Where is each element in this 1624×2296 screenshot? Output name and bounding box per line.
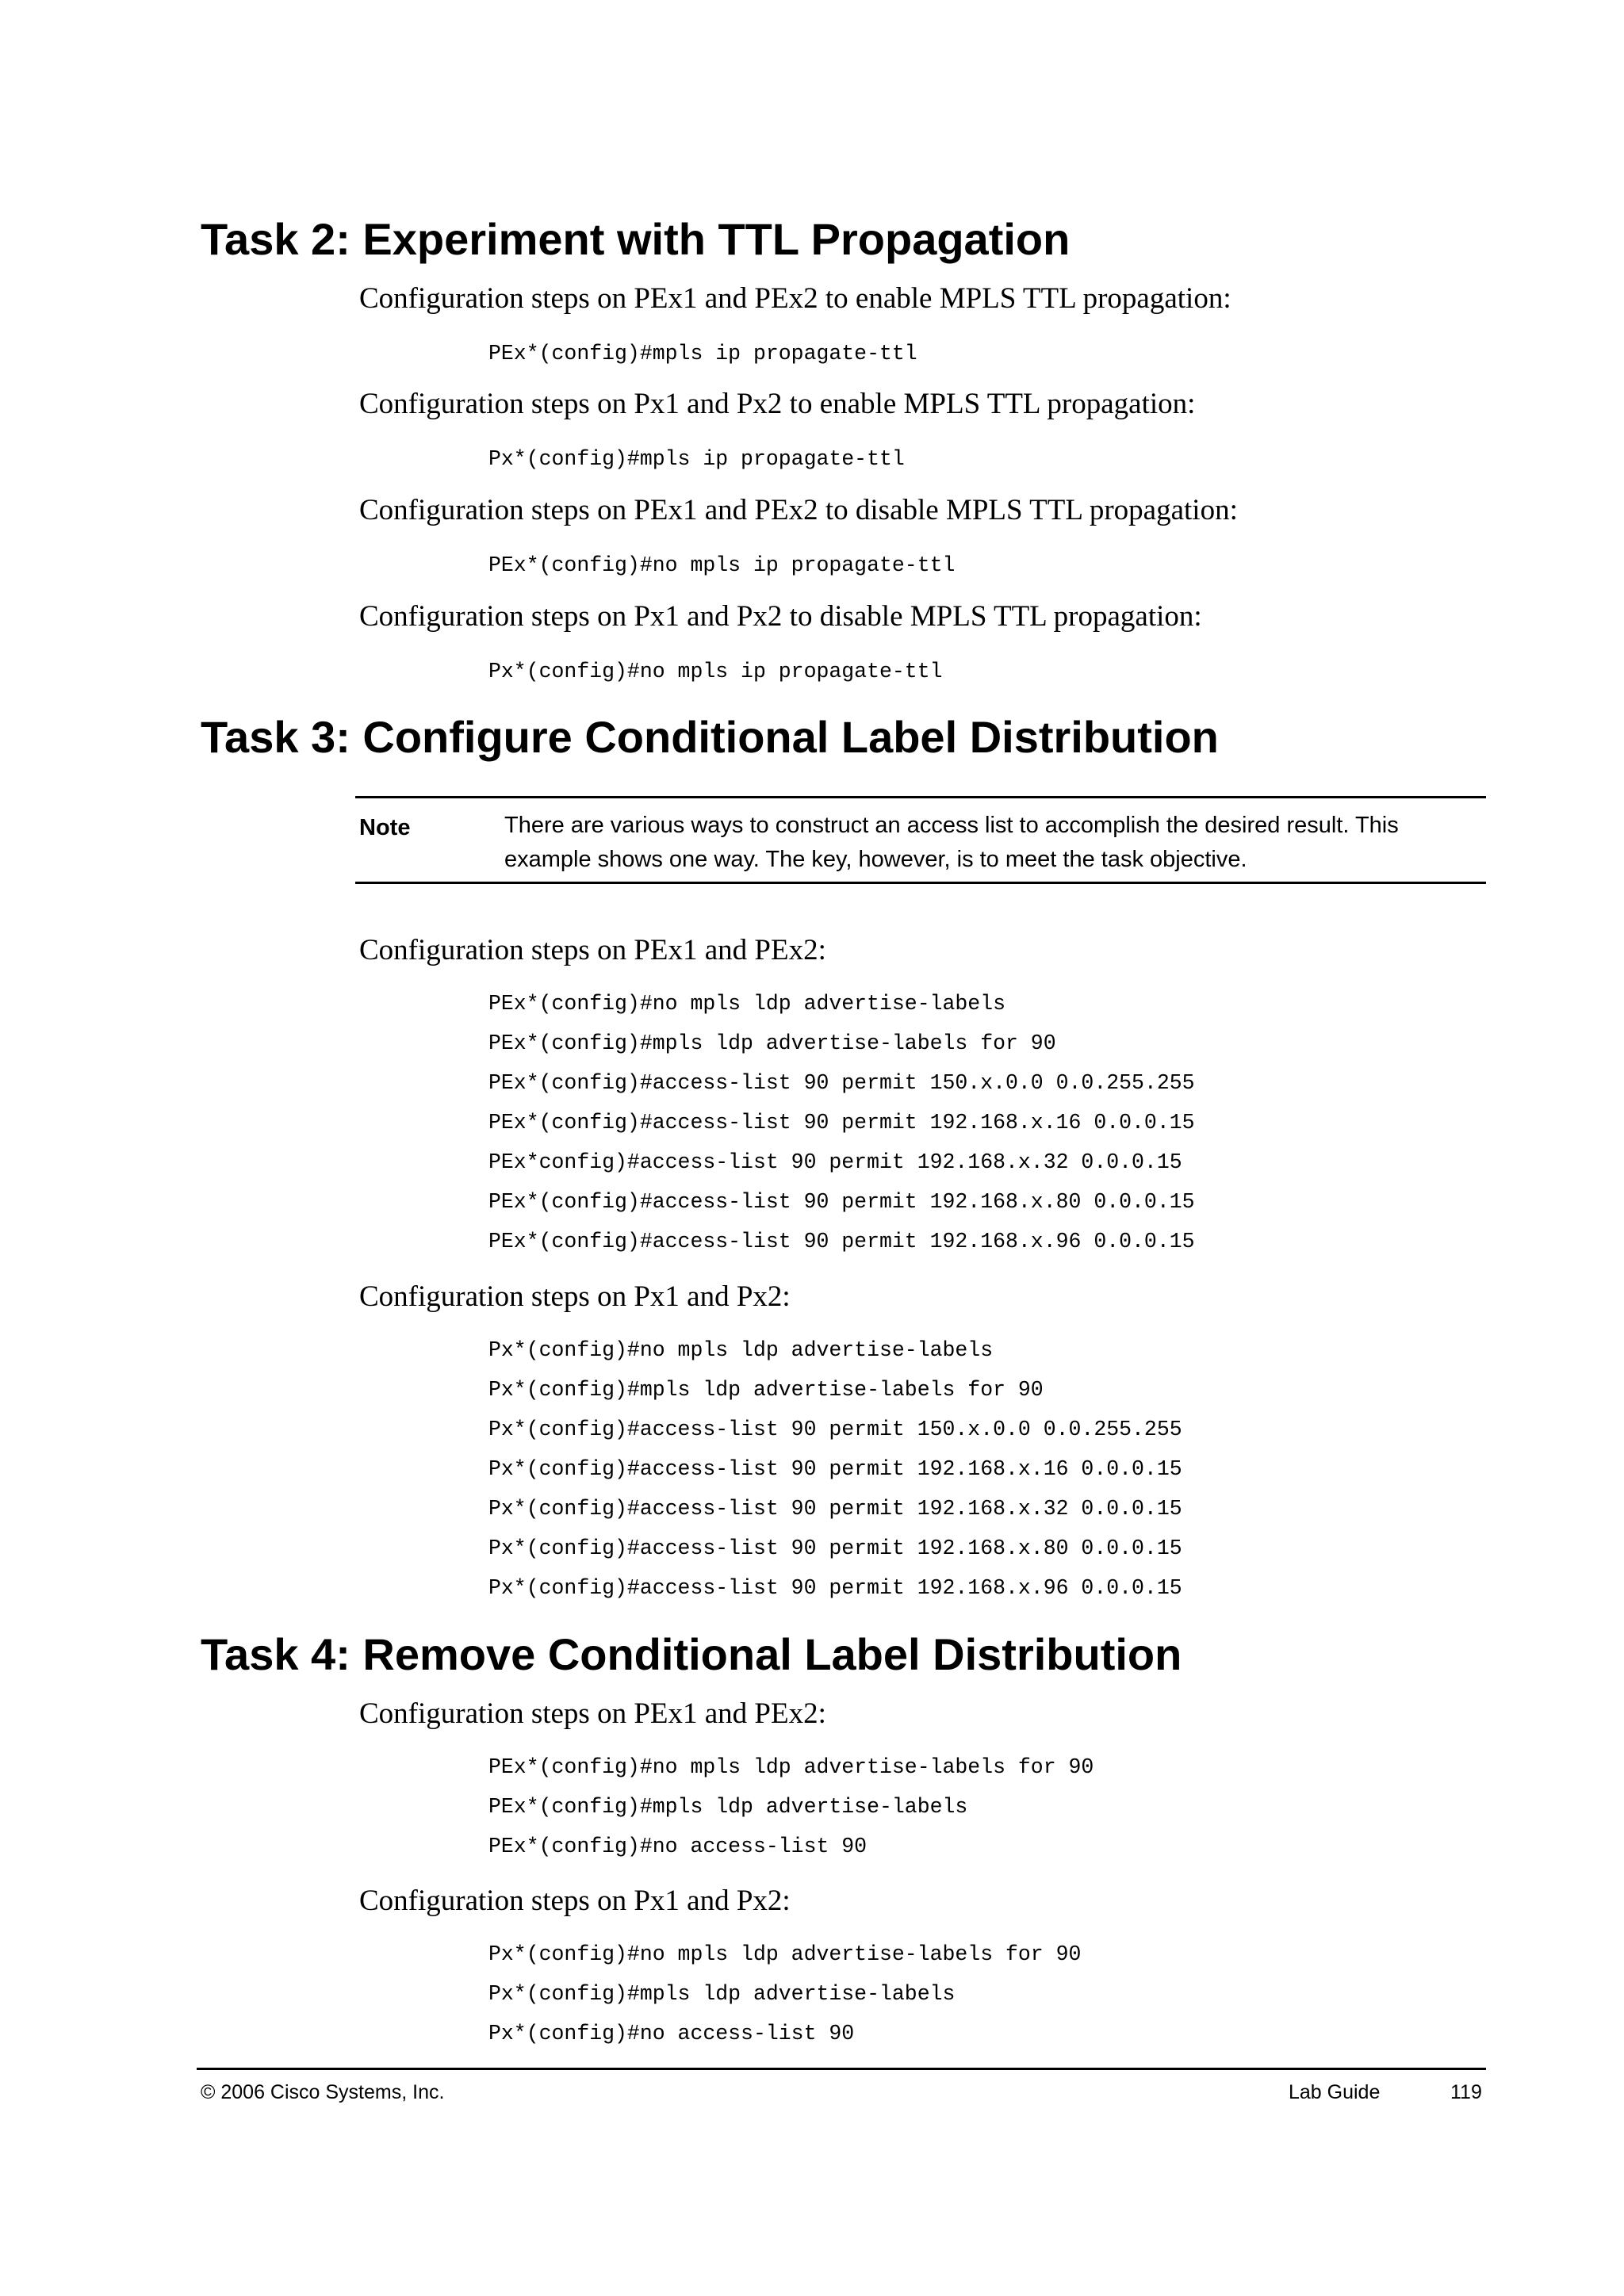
- task2-step4-text: Configuration steps on Px1 and Px2 to disable MPLS TTL propagation:: [359, 600, 1202, 633]
- task4-step1-code-line: PEx*(config)#mpls ldp advertise-labels: [488, 1795, 968, 1819]
- note-line-2: example shows one way. The key, however, is to meet the task objective.: [504, 847, 1247, 872]
- task3-step2-code-line: Px*(config)#access-list 90 permit 150.x.0.0 0.0.255.255: [488, 1418, 1182, 1441]
- note-label: Note: [359, 815, 411, 840]
- task4-step2-code-line: Px*(config)#mpls ldp advertise-labels: [488, 1982, 956, 2006]
- task2-heading: Task 2: Experiment with TTL Propagation: [201, 214, 1071, 264]
- task3-step2-code-line: Px*(config)#access-list 90 permit 192.168.x.16 0.0.0.15: [488, 1457, 1182, 1481]
- task3-step2-code-line: Px*(config)#mpls ldp advertise-labels for 90: [488, 1378, 1044, 1402]
- task2-step3-text: Configuration steps on PEx1 and PEx2 to disable MPLS TTL propagation:: [359, 494, 1238, 526]
- task3-step1-code-line: PEx*config)#access-list 90 permit 192.168.x.32 0.0.0.15: [488, 1150, 1182, 1174]
- note-bottom-rule: [355, 882, 1486, 884]
- footer-copyright: © 2006 Cisco Systems, Inc.: [201, 2081, 445, 2103]
- task4-step1-code-line: PEx*(config)#no mpls ldp advertise-labels for 90: [488, 1755, 1094, 1779]
- task3-step1-code-line: PEx*(config)#access-list 90 permit 192.168.x.96 0.0.0.15: [488, 1230, 1195, 1253]
- note-text: [504, 809, 1456, 877]
- task4-step2-code-line: Px*(config)#no access-list 90: [488, 2022, 855, 2045]
- task2-step2-code: Px*(config)#mpls ip propagate-ttl: [488, 447, 905, 471]
- footer-guide-label: Lab Guide: [1289, 2081, 1381, 2103]
- task3-step2-code-line: Px*(config)#access-list 90 permit 192.168.x.96 0.0.0.15: [488, 1576, 1182, 1600]
- task2-step4-code: Px*(config)#no mpls ip propagate-ttl: [488, 660, 943, 683]
- task3-step2-code-line: Px*(config)#no mpls ldp advertise-labels: [488, 1338, 994, 1362]
- task3-step1-code-line: PEx*(config)#mpls ldp advertise-labels for 90: [488, 1031, 1056, 1055]
- task2-step2-text: Configuration steps on Px1 and Px2 to enable MPLS TTL propagation:: [359, 388, 1196, 420]
- task3-heading: Task 3: Configure Conditional Label Distribution: [201, 712, 1219, 762]
- task2-step1-text: Configuration steps on PEx1 and PEx2 to enable MPLS TTL propagation:: [359, 282, 1231, 315]
- footer-rule: [197, 2068, 1486, 2070]
- task4-heading: Task 4: Remove Conditional Label Distribution: [201, 1629, 1182, 1679]
- note-line-1: There are various ways to construct an access list to accomplish the desired result. This: [504, 813, 1399, 838]
- task2-step3-code: PEx*(config)#no mpls ip propagate-ttl: [488, 553, 956, 577]
- task4-step2-text: Configuration steps on Px1 and Px2:: [359, 1885, 791, 1917]
- task3-step2-code-line: Px*(config)#access-list 90 permit 192.168.x.32 0.0.0.15: [488, 1497, 1182, 1521]
- task4-step1-code-line: PEx*(config)#no access-list 90: [488, 1835, 868, 1858]
- task2-step1-code: PEx*(config)#mpls ip propagate-ttl: [488, 342, 917, 365]
- task3-step1-code-line: PEx*(config)#access-list 90 permit 192.168.x.80 0.0.0.15: [488, 1190, 1195, 1214]
- task3-step2-text: Configuration steps on Px1 and Px2:: [359, 1280, 791, 1313]
- task3-step1-text: Configuration steps on PEx1 and PEx2:: [359, 934, 826, 966]
- task4-step2-code-line: Px*(config)#no mpls ldp advertise-labels for 90: [488, 1942, 1082, 1966]
- task3-step2-code-line: Px*(config)#access-list 90 permit 192.168.x.80 0.0.0.15: [488, 1536, 1182, 1560]
- footer-page-number: 119: [1450, 2081, 1482, 2103]
- task3-step1-code-line: PEx*(config)#access-list 90 permit 192.168.x.16 0.0.0.15: [488, 1111, 1195, 1135]
- task3-step1-code-line: PEx*(config)#access-list 90 permit 150.x.0.0 0.0.255.255: [488, 1071, 1195, 1095]
- task4-step1-text: Configuration steps on PEx1 and PEx2:: [359, 1697, 826, 1730]
- task3-step1-code-line: PEx*(config)#no mpls ldp advertise-labels: [488, 992, 1006, 1016]
- note-top-rule: [355, 796, 1486, 798]
